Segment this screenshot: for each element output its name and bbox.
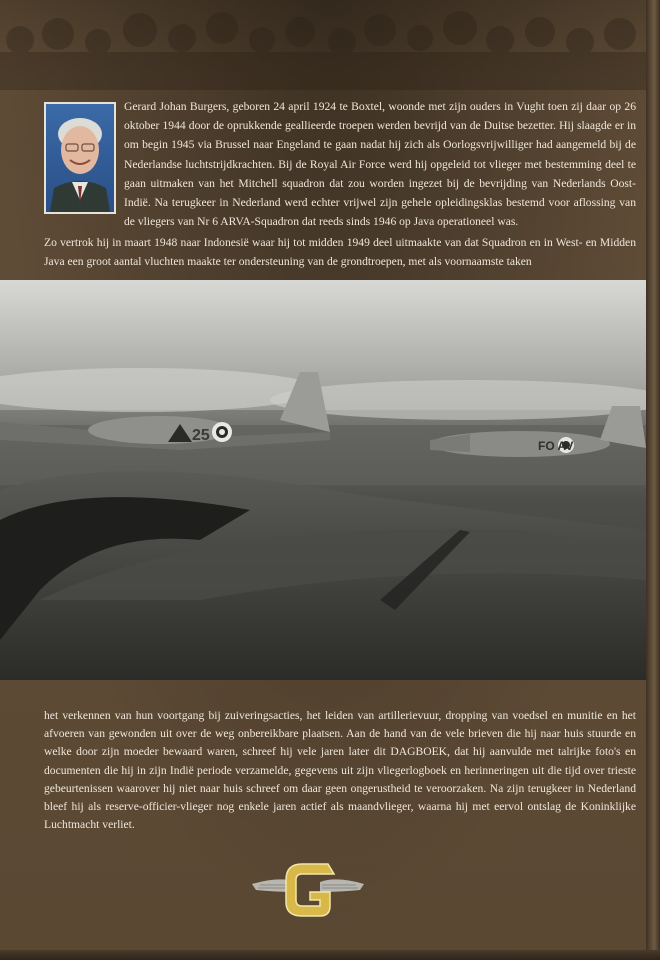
publisher-wings-logo-icon xyxy=(250,858,366,922)
book-spine-edge xyxy=(646,0,660,960)
aircraft-formation-photo xyxy=(0,280,646,680)
biography-continuation-text: het verkennen van hun voortgang bij zuiveringsacties, het leiden van artillerievuur, dropping van voedsel en munitie en het afvoeren van gewonden uit over de weg onbereikbare plaatsen. Aan de hand van de vele brieven die hij naar huis stuurde en welke door zijn moeder bewaard waren, schreef hij vele jaren later dit DAGBOEK, dat hij aanvulde met talrijke foto's en documenten die hij in zijn Indië periode verzamelde, gegevens uit zijn vliegerlogboek en herinneringen uit die tijd over trieste gebeurtenissen waarover hij niet naar huis schreef om daar geen ongerustheid te veroorzaken. Na zijn terugkeer in Nederland bleef hij als reserve-officier-vlieger nog enkele jaren actief als maandvlieger, waarna hij met eervol ontslag de Koninklijke Luchtmacht verliet. xyxy=(44,709,636,832)
aircraft-left-marking: 25 xyxy=(192,427,210,444)
aircraft-right-marking: FO AV xyxy=(538,439,574,453)
biography-text-fullwidth: Zo vertrok hij in maart 1948 naar Indonesië waar hij tot midden 1949 deel uitmaakte van dat Squadron en in West- en Midden Java een groot aantal vluchten maakte ter ondersteuning van de grondtroepen, met als voornaamste taken xyxy=(44,236,636,269)
portrait-figure xyxy=(46,104,114,212)
biography-intro-text: Gerard Johan Burgers, geboren 24 april 1924 te Boxtel, woonde met zijn ouders in Vught toen zij daar op 26 oktober 1944 door de oprukkende geallieerde troepen werden bevrijd van de Duitse bezetter. Hij slaagde er in om begin 1945 via Brussel naar Engeland te gaan nadat hij zich als Oorlogsvrijwilliger had aangemeld bij de Nederlandse luchtstrijdkrachten. Bij de Royal Air Force werd hij opgeleid tot vlieger met bestemming deel te gaan uitmaken van het Mitchell squadron dat zou worden ingezet bij de bevrijding van Nederlands Oost-Indië. Na terugkeer in Nederland werd echter vrijwel zijn gehele opleidingsklas bestemd voor aflossing van de vliegers van Nr 6 ARVA-Squadron dat reeds sinds 1946 op Java operationeel was. xyxy=(124,100,636,229)
book-bottom-edge xyxy=(0,950,660,960)
aircraft-scene xyxy=(0,280,646,680)
author-portrait xyxy=(44,102,116,214)
crowd-silhouette-texture xyxy=(0,0,646,90)
